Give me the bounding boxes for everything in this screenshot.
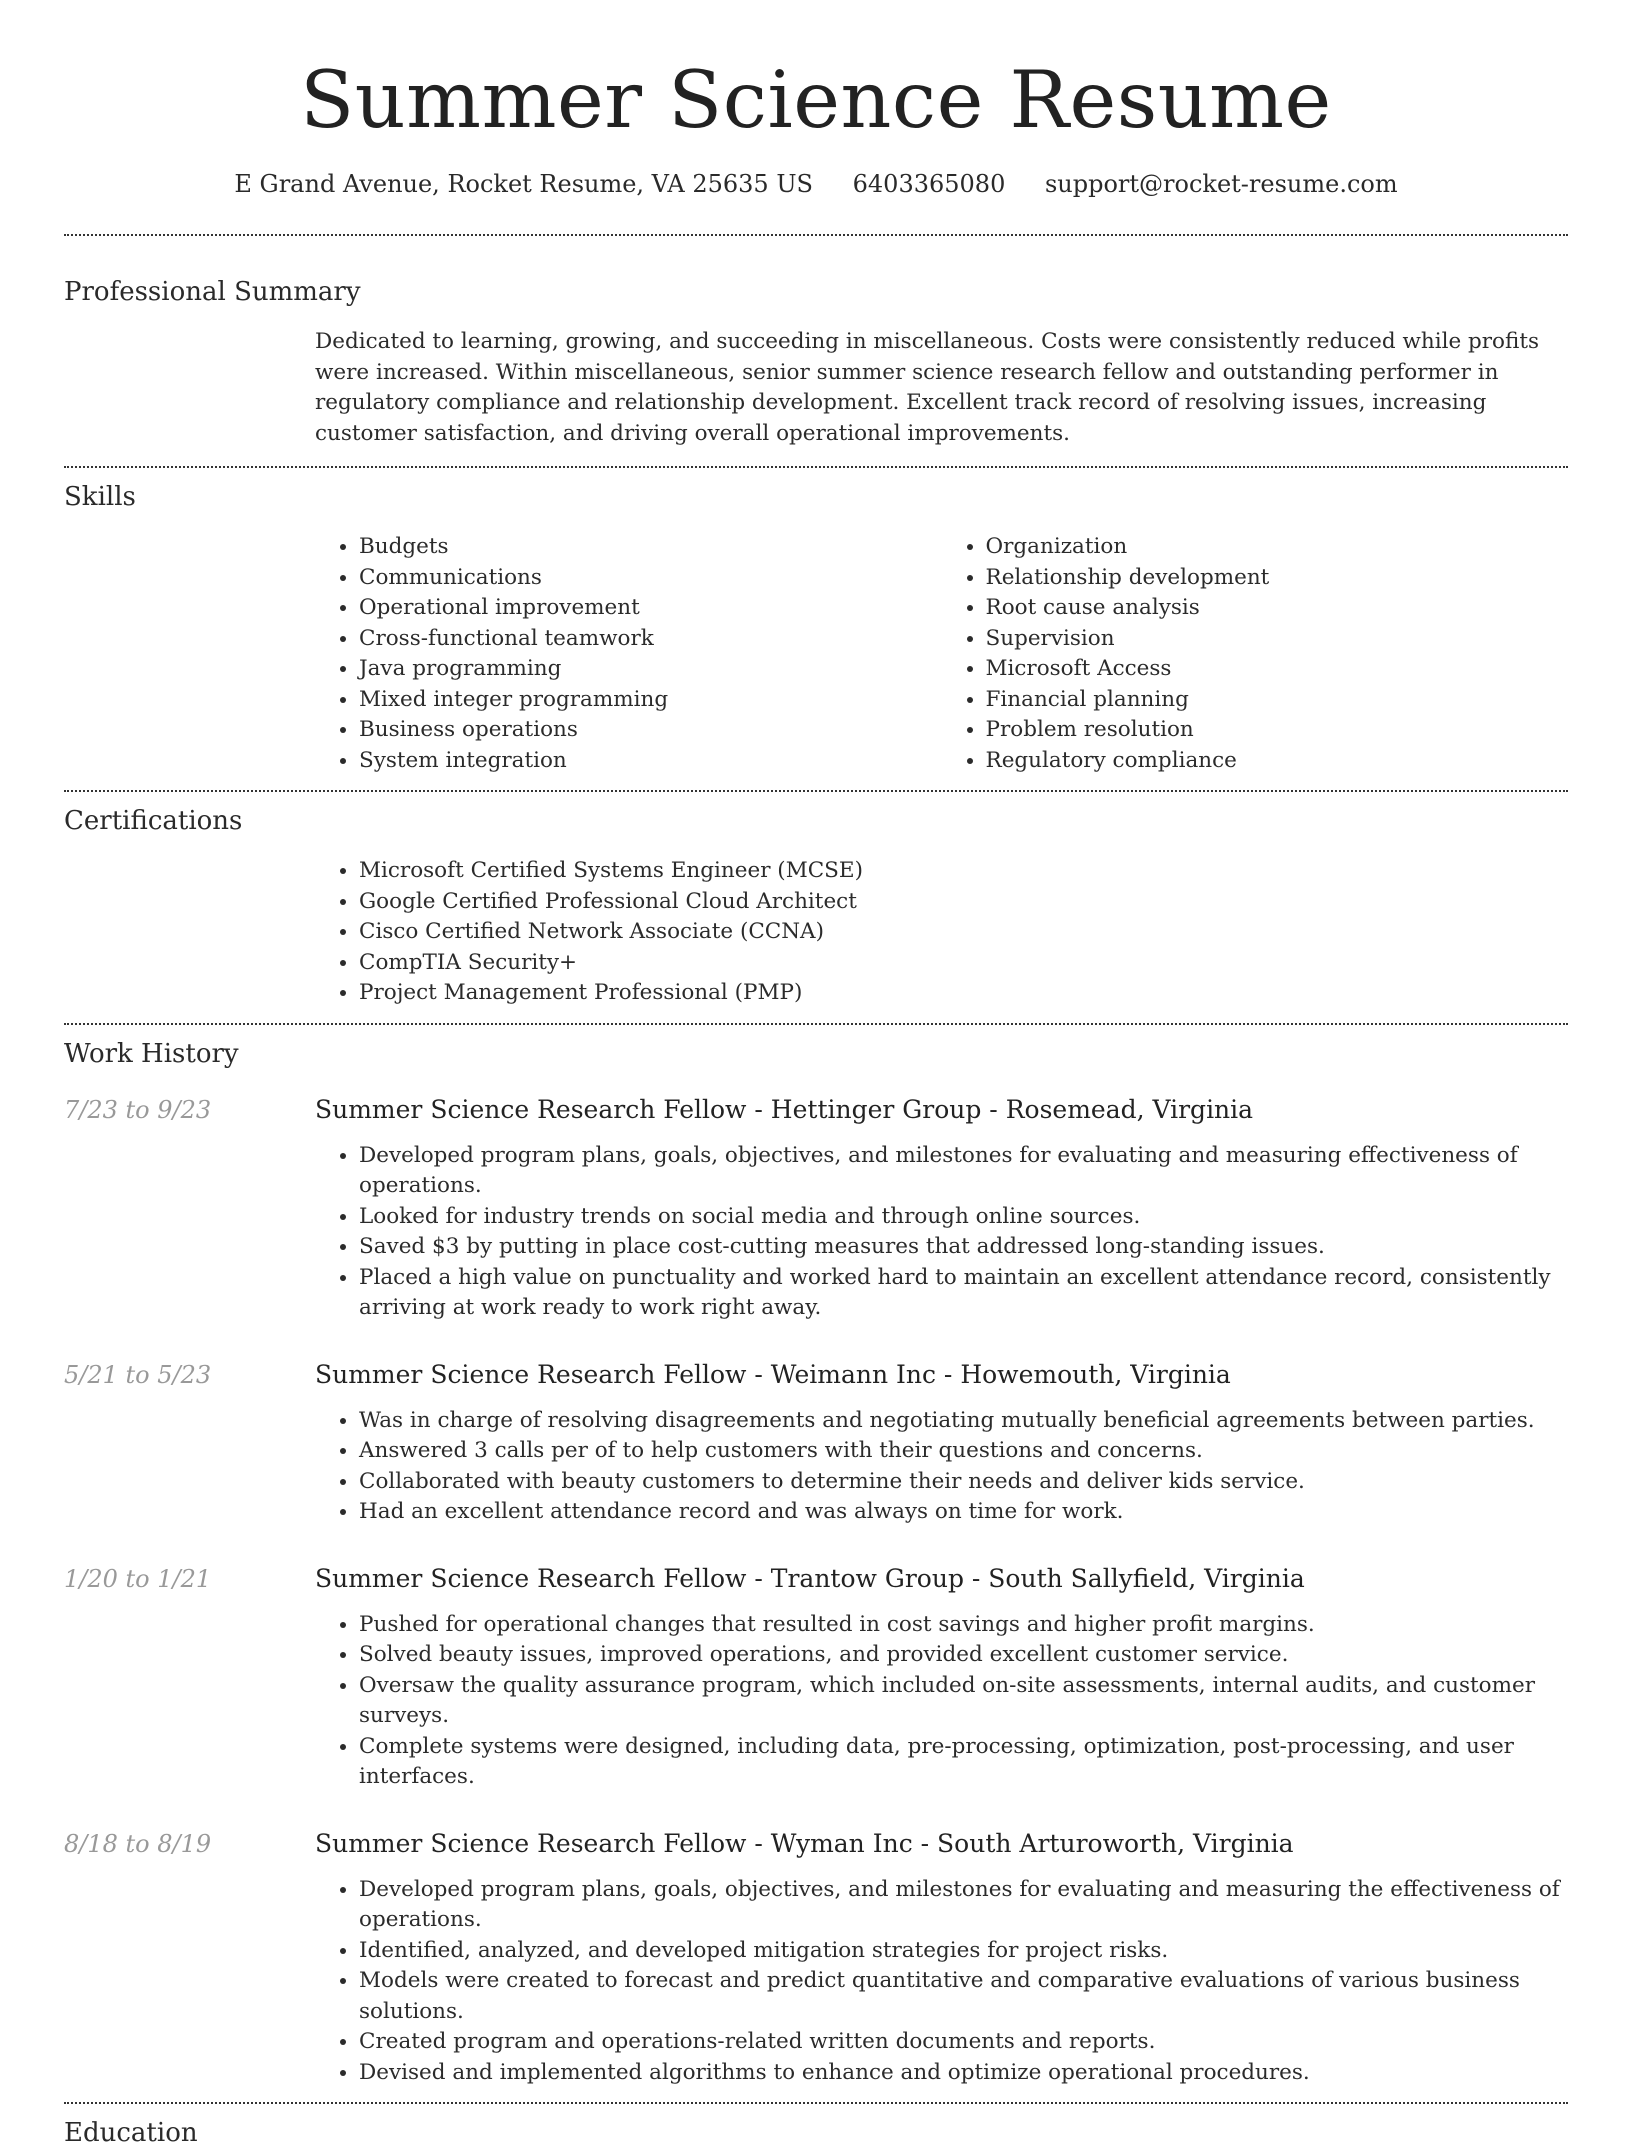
skill-item: • Organization xyxy=(986,532,1569,563)
job-bullet: • Was in charge of resolving disagreements and negotiating mutually beneficial agreements between parties. xyxy=(359,1406,1568,1437)
job-bullet: • Solved beauty issues, improved operations, and provided excellent customer service. xyxy=(359,1640,1568,1671)
job-entry xyxy=(64,1093,1568,1324)
job-bullet: • Had an excellent attendance record and was always on time for work. xyxy=(359,1497,1568,1528)
certifications-heading: Certifications xyxy=(64,806,243,836)
job-bullet: • Collaborated with beauty customers to determine their needs and deliver kids service. xyxy=(359,1467,1568,1498)
skill-item: • Communications xyxy=(359,563,942,594)
job-bullets xyxy=(315,1141,1568,1324)
skill-item: • Java programming xyxy=(359,654,942,685)
job-bullets xyxy=(315,1875,1568,2089)
skill-item: • Business operations xyxy=(359,715,942,746)
skill-item: • Financial planning xyxy=(986,685,1569,716)
summary-text: Dedicated to learning, growing, and succeeding in miscellaneous. Costs were consistently reduced while profits were increased. Within miscellaneous, senior summer science research fellow and outstanding performer in regulatory compliance and relationship development. Excellent track record of resolving issues, increasing customer satisfaction, and driving overall operational improvements. xyxy=(315,329,1539,446)
job-entry xyxy=(64,1827,1568,2089)
skill-item: • System integration xyxy=(359,746,942,777)
job-bullet: • Models were created to forecast and predict quantitative and comparative evaluations of various business solutions. xyxy=(359,1966,1568,2027)
job-date: 8/18 to 8/19 xyxy=(64,1829,212,1858)
job-title: Summer Science Research Fellow - Trantow Group - South Sallyfield, Virginia xyxy=(315,1563,1305,1593)
job-date: 5/21 to 5/23 xyxy=(64,1360,212,1389)
skill-item: • Relationship development xyxy=(986,563,1569,594)
skill-item: • Root cause analysis xyxy=(986,593,1569,624)
job-bullet: • Looked for industry trends on social media and through online sources. xyxy=(359,1202,1568,1233)
job-bullet: • Identified, analyzed, and developed mitigation strategies for project risks. xyxy=(359,1936,1568,1967)
education-heading: Education xyxy=(64,2118,198,2148)
certifications-list xyxy=(315,856,1568,1009)
section-divider xyxy=(64,1023,1568,1025)
skills-list-right xyxy=(942,532,1569,776)
section-divider xyxy=(64,2102,1568,2104)
work-history-heading: Work History xyxy=(64,1038,239,1069)
job-bullet: • Placed a high value on punctuality and worked hard to maintain an excellent attendance record, consistently arriving at work ready to work right away. xyxy=(359,1263,1568,1324)
job-title: Summer Science Research Fellow - Wyman Inc - South Arturoworth, Virginia xyxy=(315,1828,1294,1858)
skill-item: • Cross-functional teamwork xyxy=(359,624,942,655)
skill-item: • Operational improvement xyxy=(359,593,942,624)
certification-item: • Microsoft Certified Systems Engineer (MCSE) xyxy=(359,856,1568,887)
job-bullets xyxy=(315,1610,1568,1793)
job-entry xyxy=(64,1358,1568,1528)
job-bullet: • Saved $3 by putting in place cost-cutting measures that addressed long-standing issues. xyxy=(359,1232,1568,1263)
certifications-section xyxy=(64,804,1568,1009)
job-bullet: • Developed program plans, goals, objectives, and milestones for evaluating and measuring the effectiveness of operations. xyxy=(359,1875,1568,1936)
certification-item: • Google Certified Professional Cloud Architect xyxy=(359,887,1568,918)
resume-title: Summer Science Resume xyxy=(300,54,1332,146)
section-divider xyxy=(64,466,1568,468)
certification-item: • Cisco Certified Network Associate (CCNA) xyxy=(359,917,1568,948)
job-date: 1/20 to 1/21 xyxy=(64,1564,212,1593)
job-bullet: • Created program and operations-related written documents and reports. xyxy=(359,2027,1568,2058)
job-bullets xyxy=(315,1406,1568,1528)
work-history-section xyxy=(64,1037,1568,2089)
job-entry xyxy=(64,1562,1568,1793)
job-bullet: • Oversaw the quality assurance program, which included on-site assessments, internal audits, and customer surveys. xyxy=(359,1671,1568,1732)
job-title: Summer Science Research Fellow - Hettinger Group - Rosemead, Virginia xyxy=(315,1094,1254,1124)
section-divider xyxy=(64,790,1568,792)
contact-line xyxy=(0,168,1632,200)
certification-item: • Project Management Professional (PMP) xyxy=(359,978,1568,1009)
skill-item: • Supervision xyxy=(986,624,1569,655)
contact-phone: 6403365080 xyxy=(852,170,1006,198)
skill-item: • Microsoft Access xyxy=(986,654,1569,685)
contact-email: support@rocket-resume.com xyxy=(1044,170,1398,198)
summary-section xyxy=(64,275,1568,449)
education-section xyxy=(64,2116,1568,2150)
job-bullet: • Devised and implemented algorithms to enhance and optimize operational procedures. xyxy=(359,2058,1568,2089)
certification-item: • CompTIA Security+ xyxy=(359,948,1568,979)
job-date: 7/23 to 9/23 xyxy=(64,1095,212,1124)
skills-heading: Skills xyxy=(64,482,136,512)
job-bullet: • Answered 3 calls per of to help customers with their questions and concerns. xyxy=(359,1436,1568,1467)
job-bullet: • Developed program plans, goals, objectives, and milestones for evaluating and measuring effectiveness of operations. xyxy=(359,1141,1568,1202)
skill-item: • Budgets xyxy=(359,532,942,563)
skill-item: • Problem resolution xyxy=(986,715,1569,746)
contact-address: E Grand Avenue, Rocket Resume, VA 25635 US xyxy=(234,170,813,198)
skills-section xyxy=(64,480,1568,776)
job-title: Summer Science Research Fellow - Weimann Inc - Howemouth, Virginia xyxy=(315,1359,1231,1389)
job-bullet: • Complete systems were designed, including data, pre-processing, optimization, post-processing, and user interfaces. xyxy=(359,1732,1568,1793)
skill-item: • Regulatory compliance xyxy=(986,746,1569,777)
section-divider xyxy=(64,234,1568,236)
skills-list-left xyxy=(315,532,942,776)
job-bullet: • Pushed for operational changes that resulted in cost savings and higher profit margins. xyxy=(359,1610,1568,1641)
skill-item: • Mixed integer programming xyxy=(359,685,942,716)
summary-heading: Professional Summary xyxy=(64,277,361,307)
